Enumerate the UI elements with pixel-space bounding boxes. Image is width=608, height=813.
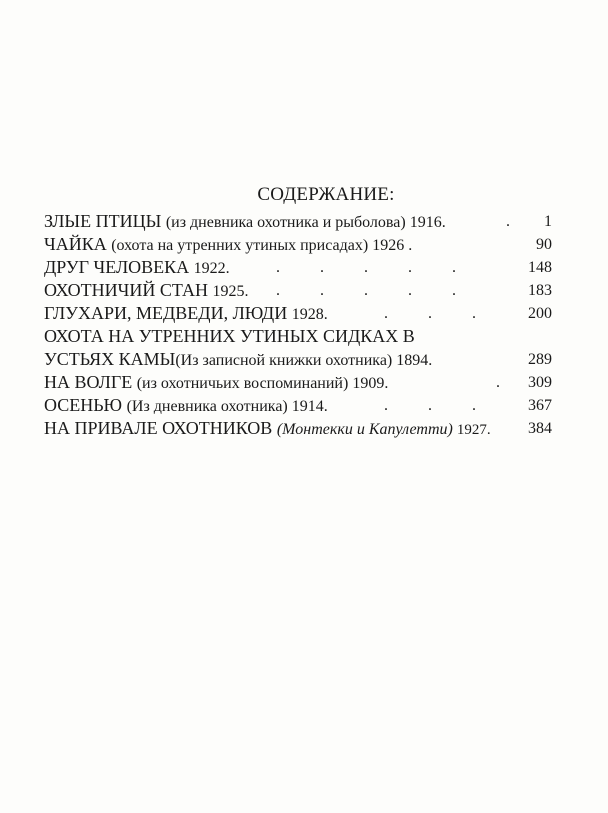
toc-page-number: 309 <box>528 374 552 391</box>
toc-entry <box>44 302 552 325</box>
toc-entry <box>44 348 552 371</box>
toc-list <box>44 210 552 440</box>
toc-entry-year: 1925. <box>212 283 249 300</box>
toc-entry-title: НА ВОЛГЕ <box>44 372 137 392</box>
toc-leader-dots: . . . <box>384 305 476 322</box>
toc-entry-year: 1927. <box>456 422 491 438</box>
toc-page-number: 183 <box>528 282 552 299</box>
toc-entry-subtitle: (Из записной книжки охотника) <box>175 352 397 369</box>
toc-entry-title: ЧАЙКА <box>44 234 112 254</box>
toc-page-number: 148 <box>528 259 552 276</box>
toc-page-number: 200 <box>528 305 552 322</box>
toc-entry-title: ОХОТА НА УТРЕННИХ УТИНЫХ СИДКАХ В <box>44 326 415 346</box>
toc-page-number: 367 <box>528 397 552 414</box>
toc-leader-dots: . . . . . <box>276 282 456 299</box>
toc-entry-year: 1914. <box>291 398 328 415</box>
toc-entry <box>44 233 552 256</box>
toc-entry <box>44 371 552 394</box>
toc-leader-dots: . <box>496 374 500 391</box>
toc-entry-title: ОСЕНЬЮ <box>44 395 127 415</box>
toc-page-number: 289 <box>528 351 552 368</box>
toc-entry-year: 1909. <box>352 375 389 392</box>
toc-page-number: 384 <box>528 420 552 437</box>
toc-entry-title: ДРУГ ЧЕЛОВЕКА <box>44 257 194 277</box>
toc-entry-year: 1894. <box>396 352 433 369</box>
toc-entry-year: 1922. <box>193 260 230 277</box>
toc-entry-subtitle: (из охотничьих воспоминаний) <box>136 375 353 392</box>
toc-entry-subtitle: (Монтекки и Капулетти) <box>276 421 457 438</box>
toc-leader-dots: . . . <box>384 397 476 414</box>
toc-entry <box>44 417 552 440</box>
toc-entry <box>44 279 552 302</box>
toc-entry-subtitle: (из дневника охотника и рыболова) <box>165 214 410 231</box>
toc-leader-dots: . . . . . <box>276 259 456 276</box>
toc-entry-title: ОХОТНИЧИЙ СТАН <box>44 280 213 300</box>
toc-entry-year: 1926 . <box>372 237 413 254</box>
toc-entry-title: УСТЬЯХ КАМЫ <box>44 349 176 369</box>
toc-entry <box>44 210 552 233</box>
toc-entry-title: ГЛУХАРИ, МЕДВЕДИ, ЛЮДИ <box>44 303 292 323</box>
toc-entry-subtitle: (охота на утренних утиных присадах) <box>111 237 373 254</box>
toc-heading: СОДЕРЖАНИЕ: <box>257 184 395 205</box>
toc-entry-year: 1916. <box>409 214 446 231</box>
toc-entry <box>44 394 552 417</box>
toc-page-number: 1 <box>544 213 552 230</box>
toc-page-number: 90 <box>536 236 552 253</box>
toc-entry-title: ЗЛЫЕ ПТИЦЫ <box>44 211 166 231</box>
toc-entry-subtitle: (Из дневника охотника) <box>126 398 292 415</box>
toc-entry-title: НА ПРИВАЛЕ ОХОТНИКОВ <box>44 418 277 438</box>
toc-leader-dots: . <box>506 213 510 230</box>
toc-entry <box>44 325 552 348</box>
toc-entry-year: 1928. <box>291 306 328 323</box>
toc-entry <box>44 256 552 279</box>
